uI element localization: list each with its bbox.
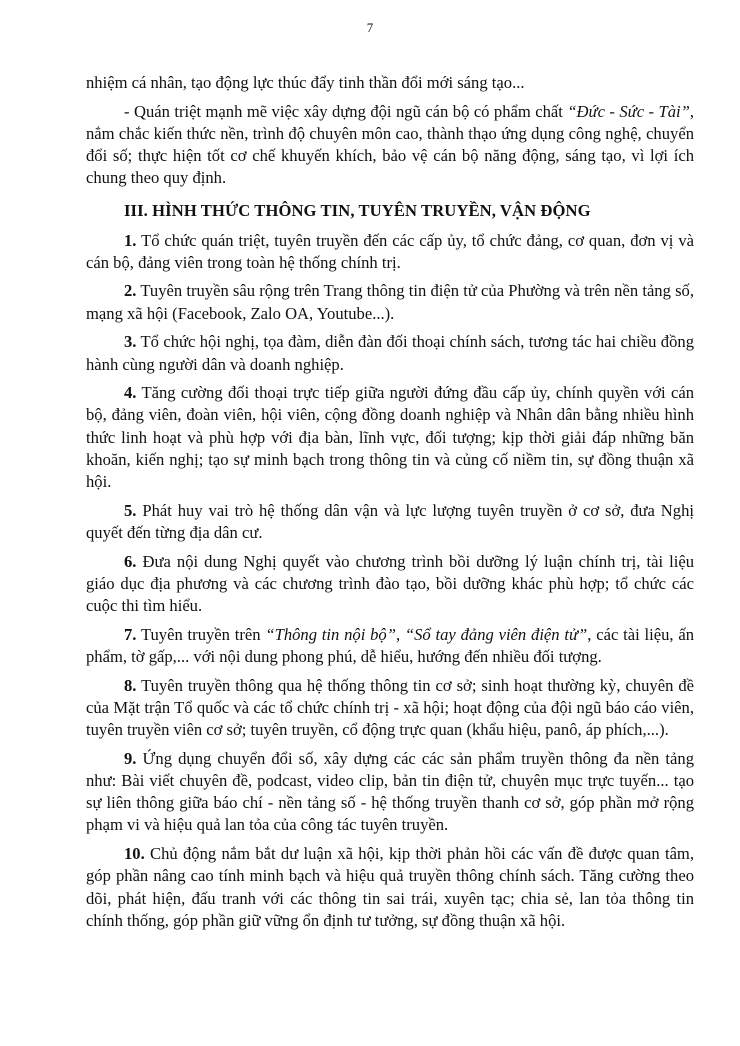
- document-body: [86, 72, 694, 938]
- section-heading: III. HÌNH THỨC THÔNG TIN, TUYÊN TRUYỀN, VẬN ĐỘNG: [124, 200, 591, 220]
- bullet-text-b: , nắm chắc kiến thức nền, trình độ chuyên môn cao, thành thạo ứng dụng công nghệ, chuyển đổi số; thực hiện tốt cơ chế khuyến khích, bảo vệ cán bộ năng động, sáng tạo, vì lợi ích chung theo quy định.: [86, 101, 694, 188]
- bullet-paragraph: [86, 101, 694, 190]
- continuation-paragraph: [86, 72, 694, 94]
- list-item-6: [86, 551, 694, 618]
- item-text-b: ,: [395, 624, 405, 644]
- list-item-9: [86, 748, 694, 837]
- continuation-text: nhiệm cá nhân, tạo động lực thúc đẩy tinh thần đổi mới sáng tạo...: [86, 73, 525, 92]
- item-text-a: Tuyên truyền trên: [136, 624, 266, 644]
- item-number: 9.: [124, 748, 137, 768]
- list-item-10: [86, 843, 694, 932]
- item-text: Tổ chức hội nghị, tọa đàm, diễn đàn đối thoại chính sách, tương tác hai chiều đồng hành cùng người dân và doanh nghiệp.: [86, 332, 694, 374]
- item-text: Chủ động nắm bắt dư luận xã hội, kịp thời phản hồi các vấn đề được quan tâm, góp phần nâng cao tính minh bạch và hiệu quả truyền thông chính sách. Tăng cường theo dõi, phát hiện, đấu tranh với các thông tin sai trái, xuyên tạc; chia sẻ, lan tỏa thông tin chính thống, góp phần giữ vững ổn định tư tưởng, sự đồng thuận xã hội.: [86, 844, 694, 930]
- item-italic-b: “Sổ tay đảng viên điện tử”: [404, 624, 588, 644]
- item-text-c: , các tài liệu, ấn phẩm, tờ gấp,... với nội dung phong phú, dễ hiểu, hướng đến nhiều đối tượng.: [86, 624, 695, 666]
- item-number: 1.: [124, 230, 137, 250]
- item-text: Ứng dụng chuyển đổi số, xây dựng các các sản phẩm truyền thông đa nền tảng như: Bài viết chuyên đề, podcast, video clip, bản tin điện tử, chuyên mục trực tuyến... tạo sự liên thông giữa báo chí - nền tảng số - hệ thống truyền thanh cơ sở, góp phần mở rộng phạm vi và hiệu quả lan tỏa của công tác tuyên truyền.: [86, 748, 694, 835]
- item-number: 4.: [124, 383, 137, 403]
- item-text: Phát huy vai trò hệ thống dân vận và lực lượng tuyên truyền ở cơ sở, đưa Nghị quyết đến từng địa dân cư.: [86, 500, 694, 542]
- item-text: Tuyên truyền sâu rộng trên Trang thông tin điện tử của Phường và trên nền tảng số, mạng xã hội (Facebook, Zalo OA, Youtube...).: [86, 281, 694, 323]
- item-number: 8.: [124, 675, 137, 695]
- item-number: 5.: [124, 500, 137, 520]
- item-text: Tuyên truyền thông qua hệ thống thông tin cơ sở; sinh hoạt thường kỳ, chuyên đề của Mặt trận Tổ quốc và các tổ chức chính trị - xã hội; hoạt động của đội ngũ báo cáo viên, tuyên truyền viên cơ sở; tuyên truyền, cổ động trực quan (khẩu hiệu, panô, áp phích,...).: [86, 675, 694, 740]
- item-number: 3.: [124, 332, 137, 352]
- bullet-text-a: - Quán triệt mạnh mẽ việc xây dựng đội ngũ cán bộ có phẩm chất: [124, 101, 568, 121]
- item-text: Tổ chức quán triệt, tuyên truyền đến các cấp ủy, tổ chức đảng, cơ quan, đơn vị và cán bộ, đảng viên trong toàn hệ thống chính trị.: [86, 230, 694, 272]
- item-number: 2.: [124, 281, 137, 301]
- list-item-5: [86, 500, 694, 544]
- list-item-4: [86, 382, 694, 493]
- item-text: Đưa nội dung Nghị quyết vào chương trình bồi dưỡng lý luận chính trị, tài liệu giáo dục địa phương và các chương trình đào tạo, bồi dưỡng khác phù hợp; tổ chức các cuộc thi tìm hiểu.: [86, 551, 694, 616]
- item-italic-a: “Thông tin nội bộ”: [265, 624, 396, 644]
- page-number: 7: [366, 20, 374, 35]
- list-item-3: [86, 331, 694, 375]
- item-number: 6.: [124, 551, 137, 571]
- list-item-8: [86, 675, 694, 742]
- bullet-italic-quote: “Đức - Sức - Tài”: [567, 101, 690, 121]
- item-number: 7.: [124, 624, 137, 644]
- list-item-1: [86, 230, 694, 274]
- list-item-7: [86, 624, 694, 668]
- item-number: 10.: [124, 844, 145, 864]
- item-text: Tăng cường đối thoại trực tiếp giữa người đứng đầu cấp ủy, chính quyền với cán bộ, đảng viên, đoàn viên, hội viên, cộng đồng doanh nghiệp và Nhân dân bằng nhiều hình thức linh hoạt và phù hợp với địa bàn, lĩnh vực, đối tượng; kịp thời giải đáp những băn khoăn, kiến nghị; tạo sự minh bạch trong thông tin và củng cố niềm tin, sự đồng thuận xã hội.: [86, 383, 694, 492]
- list-item-2: [86, 280, 694, 324]
